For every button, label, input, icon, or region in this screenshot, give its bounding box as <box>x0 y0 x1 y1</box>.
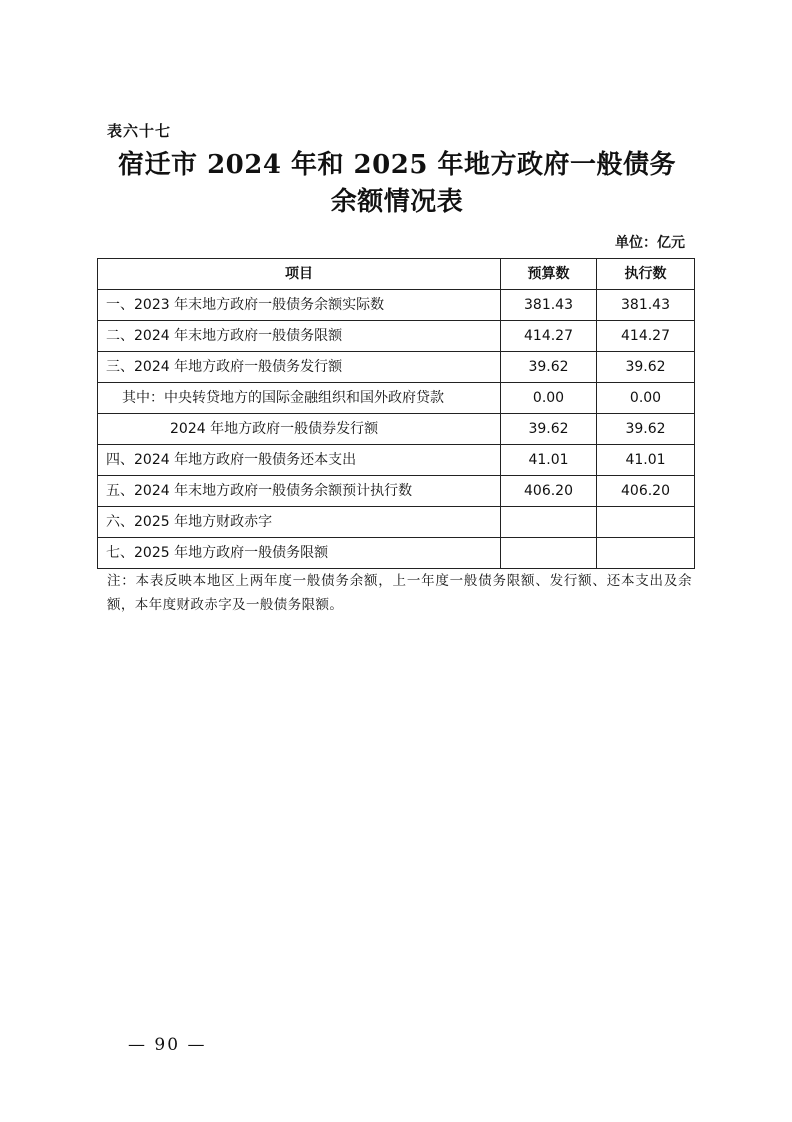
row-item: 2024 年地方政府一般债券发行额 <box>98 414 501 445</box>
row-item: 二、2024 年末地方政府一般债务限额 <box>98 321 501 352</box>
table-row <box>98 352 695 383</box>
row-actual: 41.01 <box>597 445 695 476</box>
row-item: 三、2024 年地方政府一般债务发行额 <box>98 352 501 383</box>
row-item: 一、2023 年末地方政府一般债务余额实际数 <box>98 290 501 321</box>
table-row <box>98 445 695 476</box>
row-budget: 381.43 <box>501 290 597 321</box>
row-actual: 406.20 <box>597 476 695 507</box>
row-actual <box>597 507 695 538</box>
row-budget: 39.62 <box>501 352 597 383</box>
table-row <box>98 507 695 538</box>
page-number: — 90 — <box>128 1035 207 1055</box>
header-item: 项目 <box>98 259 501 290</box>
table-header-row <box>98 259 695 290</box>
header-budget: 预算数 <box>501 259 597 290</box>
row-budget: 41.01 <box>501 445 597 476</box>
row-actual: 414.27 <box>597 321 695 352</box>
row-item: 四、2024 年地方政府一般债务还本支出 <box>98 445 501 476</box>
document-title-line-2: 余额情况表 <box>330 187 464 217</box>
row-item: 其中：中央转贷地方的国际金融组织和国外政府贷款 <box>98 383 501 414</box>
row-actual: 381.43 <box>597 290 695 321</box>
unit-label: 单位：亿元 <box>615 235 685 251</box>
row-budget: 39.62 <box>501 414 597 445</box>
row-item: 七、2025 年地方政府一般债务限额 <box>98 538 501 569</box>
table-note: 注：本表反映本地区上两年度一般债务余额，上一年度一般债务限额、发行额、还本支出及余额，本年度财政赤字及一般债务限额。 <box>107 573 692 613</box>
row-budget: 0.00 <box>501 383 597 414</box>
row-actual: 39.62 <box>597 414 695 445</box>
row-budget: 406.20 <box>501 476 597 507</box>
row-actual <box>597 538 695 569</box>
table-row <box>98 383 695 414</box>
document-title-line-1: 宿迁市 2024 年和 2025 年地方政府一般债务 <box>118 150 676 180</box>
debt-balance-table <box>97 258 695 569</box>
table-row <box>98 321 695 352</box>
row-budget <box>501 538 597 569</box>
table-row <box>98 538 695 569</box>
table-row <box>98 414 695 445</box>
row-actual: 0.00 <box>597 383 695 414</box>
table-number: 表六十七 <box>107 122 172 140</box>
row-actual: 39.62 <box>597 352 695 383</box>
row-item: 五、2024 年末地方政府一般债务余额预计执行数 <box>98 476 501 507</box>
row-budget: 414.27 <box>501 321 597 352</box>
row-item: 六、2025 年地方财政赤字 <box>98 507 501 538</box>
row-budget <box>501 507 597 538</box>
table-row <box>98 476 695 507</box>
header-actual: 执行数 <box>597 259 695 290</box>
table-row <box>98 290 695 321</box>
